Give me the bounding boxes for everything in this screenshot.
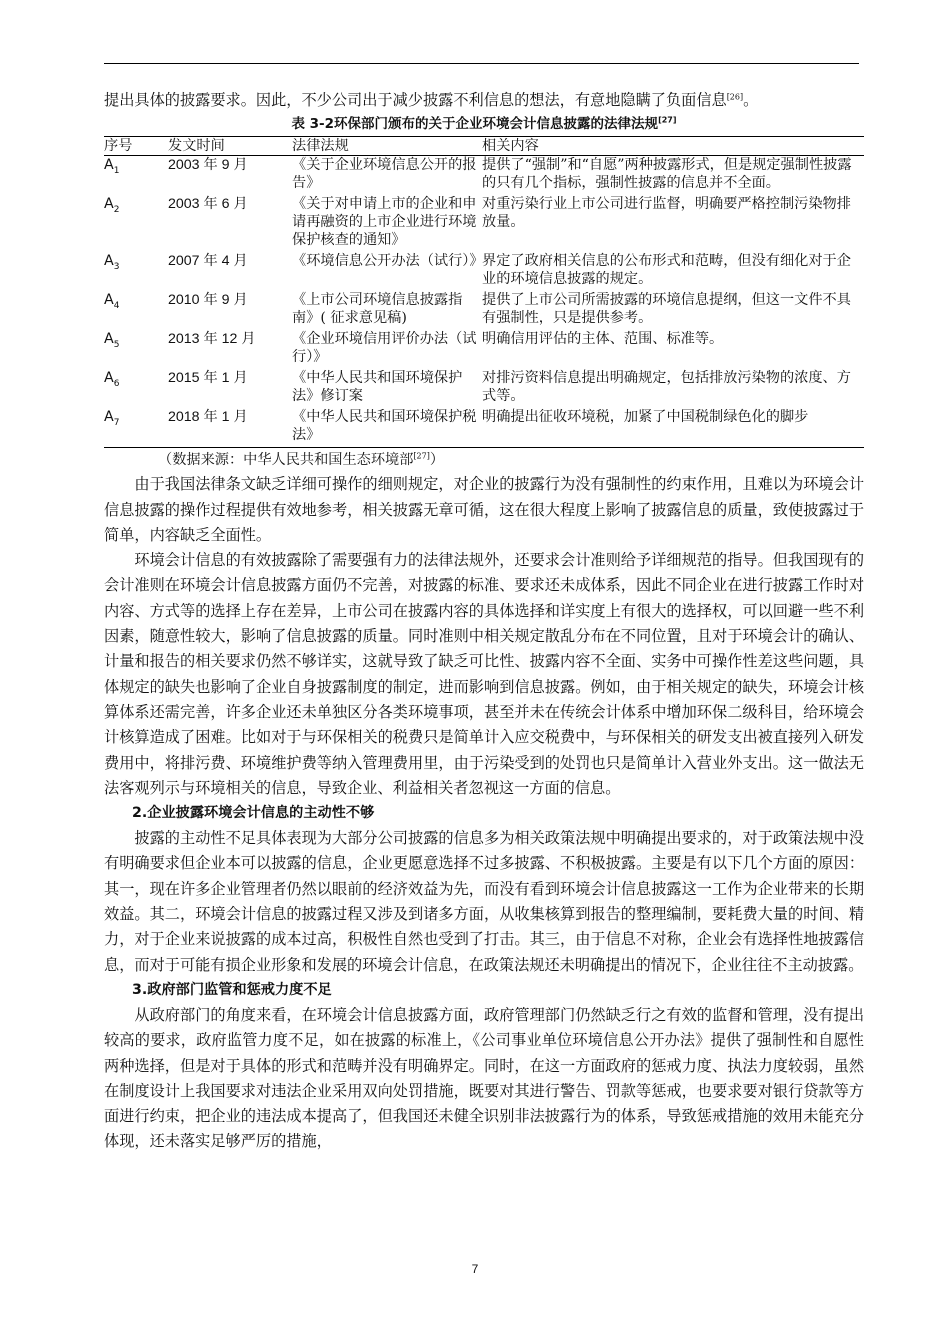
row-id: $A_2$: [104, 196, 120, 216]
table-row: [104, 195, 864, 252]
row-content: 明确提出征收环境税，加紧了中国税制绿色化的脚步: [482, 409, 809, 426]
row-law: 《关于对申请上市的企业和申请再融资的上市企业进行环境保护核查的通知》: [292, 196, 477, 249]
header-rule: [104, 63, 859, 64]
citation-27: [27]: [658, 115, 677, 125]
table-source: （数据来源：中华人民共和国生态环境部[27]）: [158, 451, 445, 469]
row-date: 2007 年 4 月: [168, 253, 248, 270]
row-content: 对重污染行业上市公司进行监督，明确要严格控制污染物排放量。: [482, 196, 851, 231]
row-content: 提供了上市公司所需披露的环境信息提纲，但这一文件不具有强制性，只是提供参考。: [482, 292, 851, 327]
row-content: 明确信用评估的主体、范围、标准等。: [482, 331, 724, 348]
page-body: [104, 88, 864, 1155]
section-heading: 2.企业披露环境会计信息的主动性不够: [132, 805, 375, 822]
row-id: $A_3$: [104, 253, 120, 273]
paragraph: 环境会计信息的有效披露除了需要强有力的法律法规外，还要求会计准则给予详细规范的指导。但我国现有的会计准则在环境会计信息披露方面仍不完善，对披露的标准、要求还未成体系，因此不同企业在进行披露工作时对内容、方式等的选择上存在差异，上市公司在披露内容的具体选择和详实度上有很大的选择权，可以回避一些不利因素，随意性较大，影响了信息披露的质量。同时准则中相关规定散乱分布在不同位置，且对于环境会计的确认、计量和报告的相关要求仍然不够详实，这就导致了缺乏可比性、披露内容不全面、实务中可操作性差这些问题，具体规定的缺失也影响了企业自身披露制度的制定，进而影响到信息披露。例如，由于相关规定的缺失，环境会计核算体系还需完善，许多企业还未单独区分各类环境事项，甚至并未在传统会计体系中增加环保二级科目，给环境会计核算造成了困难。比如对于与环保相关的税费只是简单计入应交税费中，与环保相关的研发支出被直接列入研发费用中，将排污费、环境维护费等纳入管理费用里，由于污染受到的处罚也只是简单计入营业外支出。这一做法无法客观列示与环境相关的信息，导致企业、利益相关者忽视这一方面的信息。: [104, 551, 864, 797]
row-date: 2003 年 6 月: [168, 196, 248, 213]
header-id: 序号: [104, 138, 133, 155]
table-row: [104, 291, 864, 330]
header-date: 发文时间: [168, 138, 225, 155]
paragraph: 从政府部门的角度来看，在环境会计信息披露方面，政府管理部门仍然缺乏行之有效的监督和管理，没有提出较高的要求，政府监管力度不足，如在披露的标准上，《公司事业单位环境信息公开办法》提供了强制性和自愿性两种选择，但是对于具体的形式和范畴并没有明确界定。同时，在这一方面政府的惩戒力度、执法力度较弱，虽然在制度设计上我国要求对违法企业采用双向处罚措施，既要对其进行警告、罚款等惩戒，也要求要对银行贷款等方面进行约束，把企业的违法成本提高了，但我国还未健全识别非法披露行为的体系，导致惩戒措施的效用未能充分体现，还未落实足够严厉的措施，: [104, 1005, 864, 1151]
table-row: [104, 156, 864, 196]
row-date: 2010 年 9 月: [168, 292, 248, 309]
table-caption: 表 3-2环保部门颁布的关于企业环境会计信息披露的法律法规[27]: [291, 115, 677, 133]
header-content: 相关内容: [482, 138, 539, 155]
row-law: 《中华人民共和国环境保护税法》: [292, 409, 477, 444]
paragraph: 由于我国法律条文缺乏详细可操作的细则规定，对企业的披露行为没有强制性的约束作用，且难以为环境会计信息披露的操作过程提供有效地参考，相关披露无章可循，这在很大程度上影响了披露信息的质量，致使披露过于简单，内容缺乏全面性。: [104, 475, 864, 544]
regulations-table: [104, 136, 864, 448]
row-id: $A_7$: [104, 409, 120, 429]
row-content: 界定了政府相关信息的公布形式和范畴，但没有细化对于企业的环境信息披露的规定。: [482, 253, 851, 288]
section-heading: 3.政府部门监管和惩戒力度不足: [132, 981, 332, 998]
row-content: 对排污资料信息提出明确规定，包括排放污染物的浓度、方式等。: [482, 370, 851, 405]
header-law: 法律法规: [292, 138, 349, 155]
citation-27: [27]: [413, 451, 430, 461]
intro-line: 提出具体的披露要求。因此，不少公司出于减少披露不利信息的想法，有意地隐瞒了负面信息[26]。: [104, 91, 759, 109]
row-law: 《上市公司环境信息披露指南》( 征求意见稿): [292, 292, 463, 327]
table-row: [104, 369, 864, 408]
row-date: 2013 年 12 月: [168, 331, 256, 348]
row-id: $A_4$: [104, 292, 120, 312]
table-row: [104, 252, 864, 291]
table-header-row: [104, 137, 864, 156]
row-id: $A_5$: [104, 331, 120, 351]
row-law: 《环境信息公开办法（试行）》: [292, 253, 484, 270]
row-law: 《中华人民共和国环境保护法》修订案: [292, 370, 463, 405]
row-id: $A_1$: [104, 157, 120, 177]
page-number: 7: [471, 1262, 479, 1276]
row-date: 2003 年 9 月: [168, 157, 248, 174]
row-content: 提供了“强制”和“自愿”两种披露形式，但是规定强制性披露的只有几个指标，强制性披露的信息并不全面。: [482, 157, 852, 192]
citation-26: [26]: [726, 92, 744, 102]
paragraph: 披露的主动性不足具体表现为大部分公司披露的信息多为相关政策法规中明确提出要求的，对于政策法规中没有明确要求但企业本可以披露的信息，企业更愿意选择不过多披露、不积极披露。主要是有以下几个方面的原因：其一，现在许多企业管理者仍然以眼前的经济效益为先，而没有看到环境会计信息披露这一工作为企业带来的长期效益。其二，环境会计信息的披露过程又涉及到诸多方面，从收集核算到报告的整理编制，要耗费大量的时间、精力，对于企业来说披露的成本过高，积极性自然也受到了打击。其三，由于信息不对称，企业会有选择性地披露信息，而对于可能有损企业形象和发展的环境会计信息，在政策法规还未明确提出的情况下，企业往往不主动披露。: [104, 829, 864, 974]
row-date: 2015 年 1 月: [168, 370, 248, 387]
row-law: 《关于企业环境信息公开的报告》: [292, 157, 477, 192]
row-date: 2018 年 1 月: [168, 409, 248, 426]
table-row: [104, 330, 864, 369]
row-law: 《企业环境信用评价办法（试行）》: [292, 331, 477, 366]
row-id: $A_6$: [104, 370, 120, 390]
table-row: [104, 408, 864, 448]
